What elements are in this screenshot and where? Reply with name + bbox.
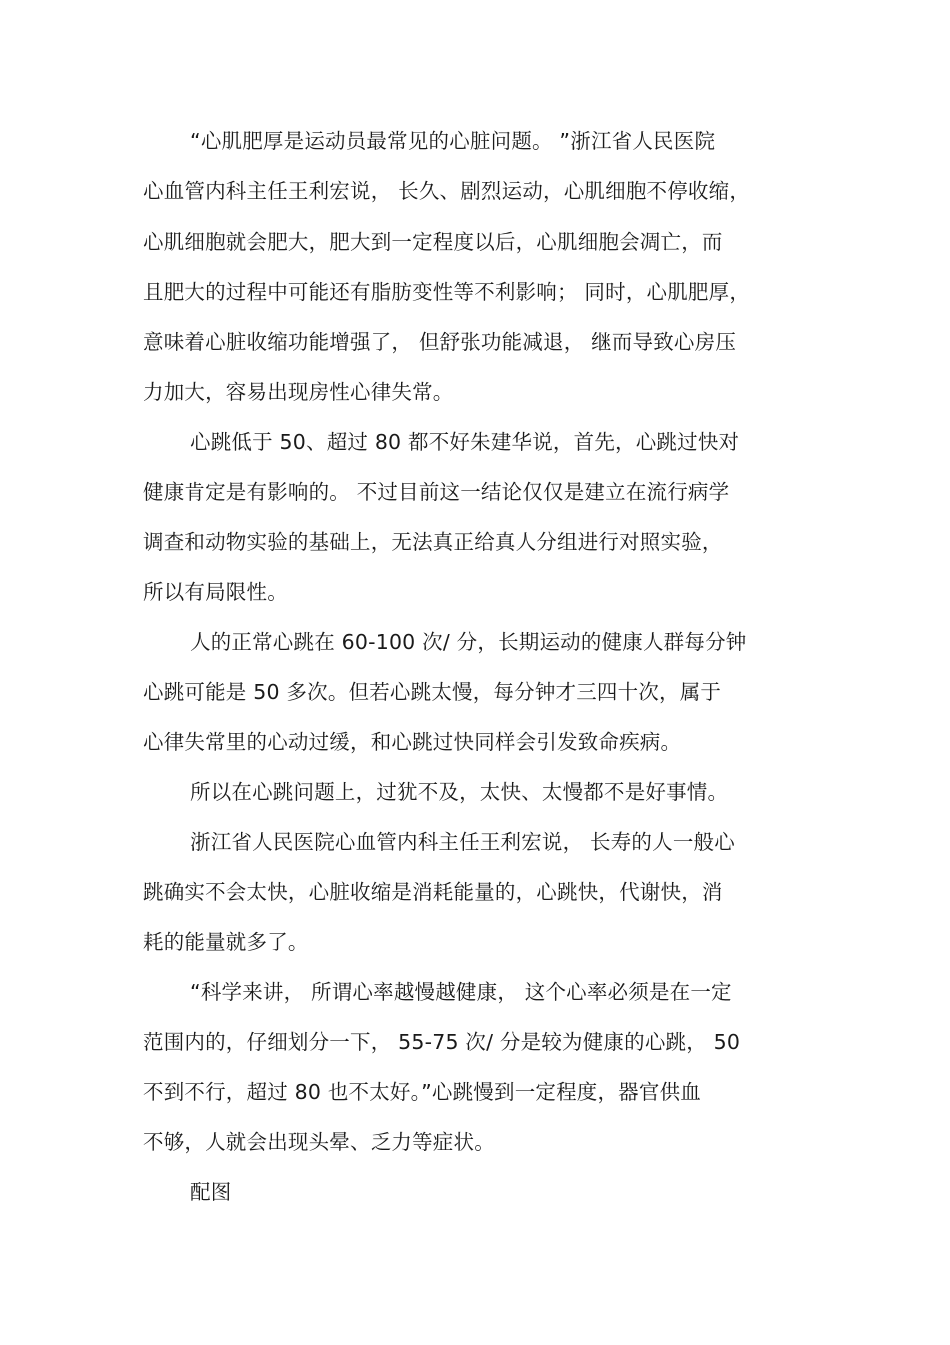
text-line: 心跳可能是 50 多次。但若心跳太慢，每分钟才三四十次，属于 <box>143 680 722 704</box>
text-line: 心血管内科主任王利宏说， 长久、剧烈运动，心肌细胞不停收缩， <box>143 179 751 203</box>
text-line: “科学来讲， 所谓心率越慢越健康， 这个心率必须是在一定 <box>190 980 732 1004</box>
text-line: “心肌肥厚是运动员最常见的心脏问题。 ”浙江省人民医院 <box>190 129 716 153</box>
text-line: 调查和动物实验的基础上，无法真正给真人分组进行对照实验， <box>143 530 723 554</box>
text-line: 心跳低于 50、超过 80 都不好朱建华说，首先，心跳过快对 <box>190 430 740 454</box>
text-line: 意味着心脏收缩功能增强了， 但舒张功能减退， 继而导致心房压 <box>143 330 737 354</box>
text-line: 心肌细胞就会肥大，肥大到一定程度以后，心肌细胞会凋亡，而 <box>143 230 723 254</box>
text-line: 人的正常心跳在 60-100 次/ 分，长期运动的健康人群每分钟 <box>190 630 747 654</box>
text-line: 跳确实不会太快，心脏收缩是消耗能量的，心跳快，代谢快，消 <box>143 880 723 904</box>
text-line: 健康肯定是有影响的。 不过目前这一结论仅仅是建立在流行病学 <box>143 480 730 504</box>
text-line: 所以在心跳问题上，过犹不及，太快、太慢都不是好事情。 <box>190 780 729 804</box>
text-line: 不够，人就会出现头晕、乏力等症状。 <box>143 1130 495 1154</box>
text-line: 力加大，容易出现房性心律失常。 <box>143 380 454 404</box>
text-line: 所以有局限性。 <box>143 580 288 604</box>
text-line: 心律失常里的心动过缓，和心跳过快同样会引发致命疾病。 <box>143 730 682 754</box>
text-line: 耗的能量就多了。 <box>143 930 309 954</box>
text-line: 浙江省人民医院心血管内科主任王利宏说， 长寿的人一般心 <box>190 830 735 854</box>
text-line: 配图 <box>190 1180 232 1204</box>
text-line: 范围内的，仔细划分一下， 55-75 次/ 分是较为健康的心跳， 50 <box>143 1030 741 1054</box>
text-line: 且肥大的过程中可能还有脂肪变性等不利影响； 同时，心肌肥厚， <box>143 280 751 304</box>
text-line: 不到不行，超过 80 也不太好。”心跳慢到一定程度，器官供血 <box>143 1080 701 1104</box>
